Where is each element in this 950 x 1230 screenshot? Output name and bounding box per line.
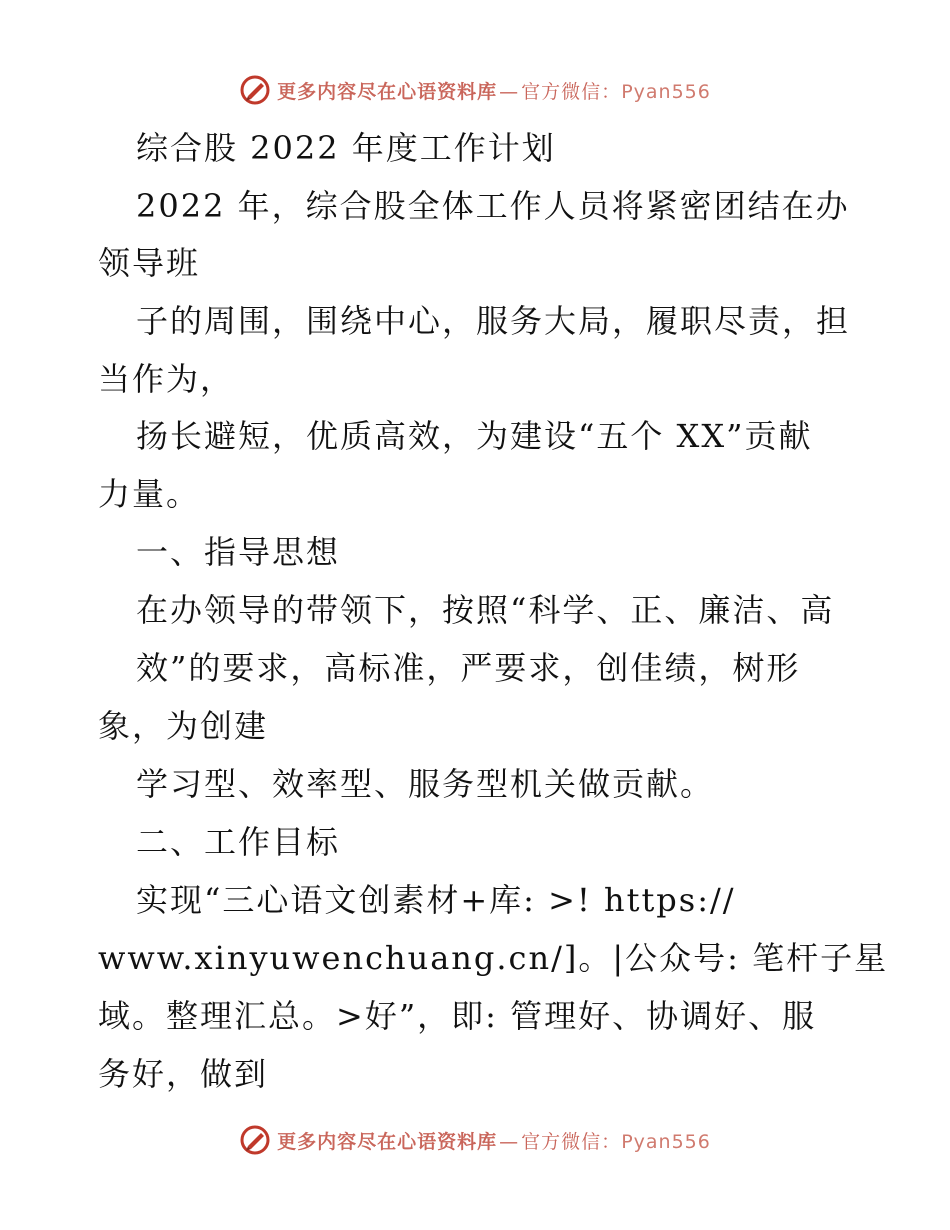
banner-separator: — — [499, 80, 520, 103]
banner-text — [277, 1127, 711, 1154]
section-heading: 一、指导思想 — [136, 533, 341, 571]
banner-site-name: 更多内容尽在心语资料库 — [277, 80, 498, 103]
banner-wechat-id: Pyan556 — [621, 80, 711, 103]
doc-line: 效”的要求，高标准，严要求，创佳绩，树形 — [136, 649, 801, 687]
doc-line: 在办领导的带领下，按照“科学、正、廉洁、高 — [136, 591, 835, 629]
banner-site-name: 更多内容尽在心语资料库 — [277, 1130, 498, 1153]
section-heading: 二、工作目标 — [136, 823, 341, 861]
doc-line: www.xinyuwenchuang.cn/]。|公众号: 笔杆子星 — [98, 939, 889, 977]
doc-line: 领导班 — [98, 244, 201, 282]
logo-icon — [239, 74, 271, 106]
doc-line: 学习型、效率型、服务型机关做贡献。 — [136, 765, 715, 803]
doc-title: 综合股 2022 年度工作计划 — [136, 129, 556, 167]
doc-line: 子的周围，围绕中心，服务大局，履职尽责，担 — [136, 302, 851, 340]
banner-wechat-label: 官方微信： — [521, 1130, 622, 1153]
doc-line: 域。整理汇总。>好”，即: 管理好、协调好、服 — [98, 997, 817, 1035]
doc-line: 实现“三心语文创素材+库: >! https:// — [136, 881, 736, 919]
footer-banner — [0, 1120, 950, 1160]
doc-line: 务好，做到 — [98, 1055, 269, 1093]
doc-line: 当作为， — [98, 360, 235, 398]
header-banner — [0, 70, 950, 110]
banner-wechat-label: 官方微信： — [521, 80, 622, 103]
banner-wechat-id: Pyan556 — [621, 1130, 711, 1153]
doc-line: 扬长避短，优质高效，为建设“五个 XX”贡献 — [136, 417, 813, 455]
banner-separator: — — [499, 1130, 520, 1153]
doc-line: 力量。 — [98, 475, 201, 513]
banner-text — [277, 77, 711, 104]
logo-icon — [239, 1124, 271, 1156]
doc-line: 象，为创建 — [98, 707, 269, 745]
doc-line: 2022 年，综合股全体工作人员将紧密团结在办 — [136, 187, 850, 225]
